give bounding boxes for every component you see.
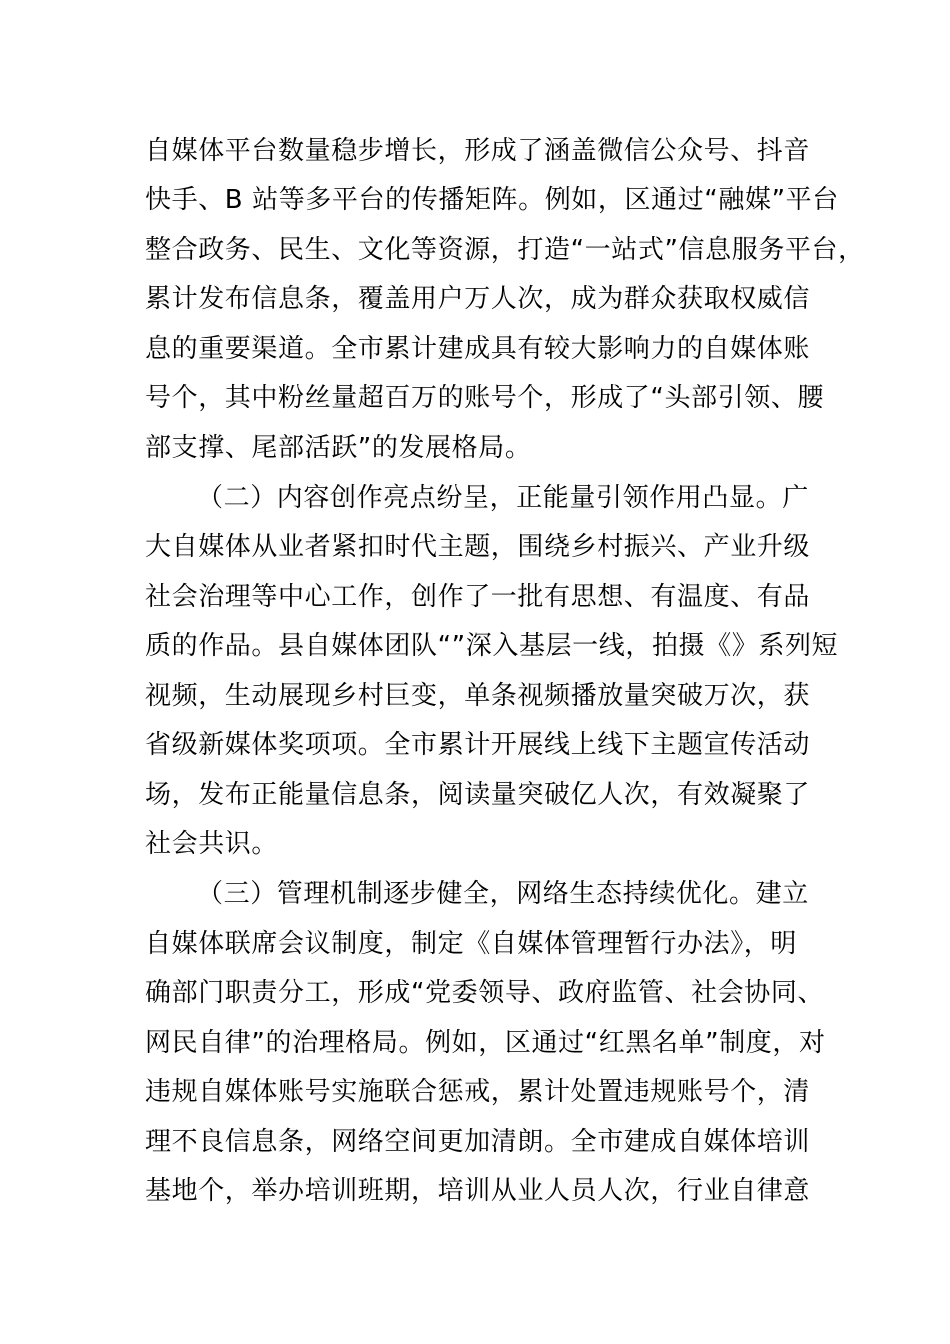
text-line: 部支撑、尾部活跃”的发展格局。 [145, 433, 532, 463]
text-line: 社会共识。 [145, 829, 279, 859]
text-line: 视频，生动展现乡村巨变，单条视频播放量突破万次，获 [145, 681, 811, 711]
text-line: 省级新媒体奖项项。全市累计开展线上线下主题宣传活动 [145, 730, 811, 760]
text-line: 息的重要渠道。全市累计建成具有较大影响力的自媒体账 [145, 334, 811, 364]
text-line: 违规自媒体账号实施联合惩戒，累计处置违规账号个，清 [145, 1077, 811, 1107]
text-line: 自媒体联席会议制度，制定《自媒体管理暂行办法》，明 [145, 929, 798, 959]
text-line: 快手、B 站等多平台的传播矩阵。例如，区通过“融媒”平台 [145, 185, 839, 215]
text-line: 网民自律”的治理格局。例如，区通过“红黑名单”制度，对 [145, 1028, 826, 1058]
text-line: 确部门职责分工，形成“党委领导、政府监管、社会协同、 [145, 978, 825, 1008]
text-line: 大自媒体从业者紧扣时代主题，围绕乡村振兴、产业升级 [145, 532, 811, 562]
text-line: 号个，其中粉丝量超百万的账号个，形成了“头部引领、腰 [145, 383, 825, 413]
text-line: 累计发布信息条，覆盖用户万人次，成为群众获取权威信 [145, 284, 811, 314]
text-line: 整合政务、民生、文化等资源，打造“一站式”信息服务平台， [145, 235, 865, 265]
section-heading-line: （三）管理机制逐步健全，网络生态持续优化。建立 [197, 879, 809, 909]
text-line: 理不良信息条，网络空间更加清朗。全市建成自媒体培训 [145, 1127, 811, 1157]
text-line: 社会治理等中心工作，创作了一批有思想、有温度、有品 [145, 582, 811, 612]
text-line: 自媒体平台数量稳步增长，形成了涵盖微信公众号、抖音 [145, 136, 811, 166]
text-line: 质的作品。县自媒体团队“”深入基层一线，拍摄《》系列短 [145, 631, 839, 661]
section-heading-line: （二）内容创作亮点纷呈，正能量引领作用凸显。广 [197, 483, 809, 513]
text-line: 基地个，举办培训班期，培训从业人员人次，行业自律意 [145, 1176, 811, 1206]
text-line: 场，发布正能量信息条，阅读量突破亿人次，有效凝聚了 [145, 780, 811, 810]
